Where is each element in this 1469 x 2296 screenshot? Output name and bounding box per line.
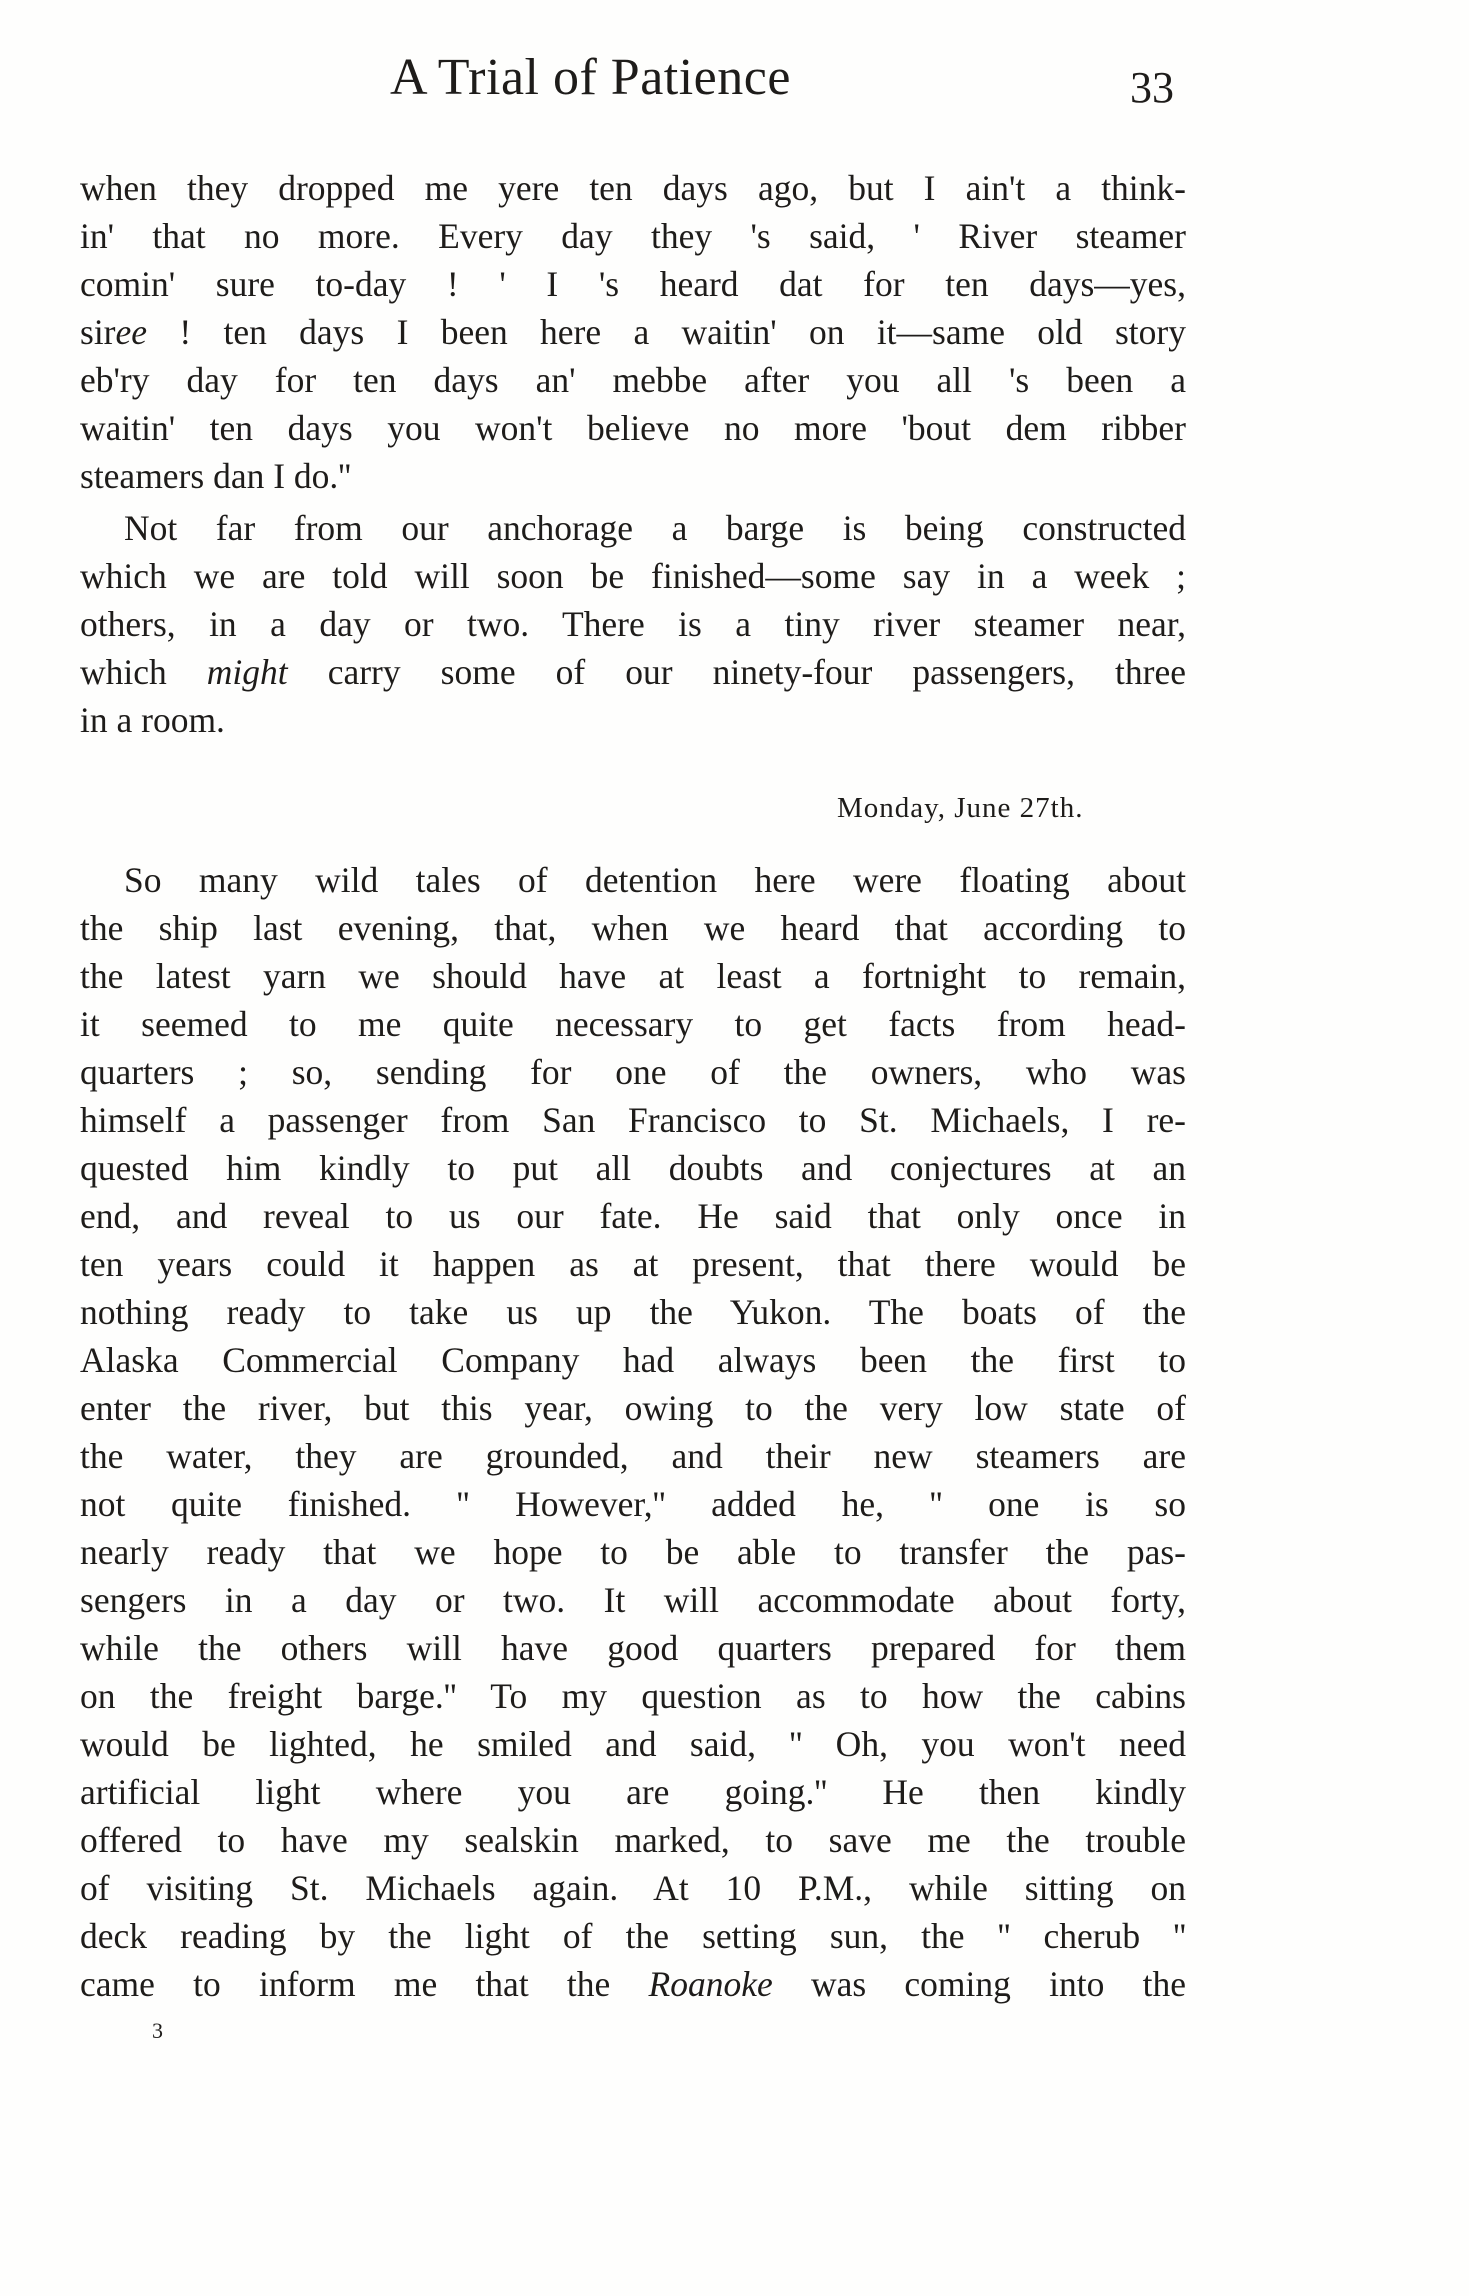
para3-line-16: sengers in a day or two. It will accommodate about forty,: [80, 1580, 1186, 1620]
signature-mark: 3: [152, 2018, 163, 2043]
para3-line-7: quested him kindly to put all doubts and conjectures at an: [80, 1148, 1186, 1188]
para3-line-20: artificial light where you are going.'' He then kindly: [80, 1772, 1186, 1812]
para3-line-1: So many wild tales of detention here were floating about: [124, 860, 1186, 900]
para3-line-4: it seemed to me quite necessary to get facts from head-: [80, 1004, 1186, 1044]
para3-line-22: of visiting St. Michaels again. At 10 P.M., while sitting on: [80, 1868, 1186, 1908]
para3-line-3: the latest yarn we should have at least a fortnight to remain,: [80, 956, 1186, 996]
para3-line-6: himself a passenger from San Francisco to St. Michaels, I re-: [80, 1100, 1186, 1140]
para3-line-13: the water, they are grounded, and their new steamers are: [80, 1436, 1186, 1476]
para1-line-5: eb'ry day for ten days an' mebbe after you all 's been a: [80, 360, 1186, 400]
para3-line-21: offered to have my sealskin marked, to save me the trouble: [80, 1820, 1186, 1860]
para3-line-19: would be lighted, he smiled and said, '' Oh, you won't need: [80, 1724, 1186, 1764]
para2-line-2: which we are told will soon be finished—some say in a week ;: [80, 556, 1186, 596]
para3-line-23: deck reading by the light of the setting sun, the '' cherub '': [80, 1916, 1186, 1956]
para2-line-4: which might carry some of our ninety-four passengers, three: [80, 652, 1186, 692]
para3-line-14: not quite finished. '' However,'' added he, '' one is so: [80, 1484, 1186, 1524]
page-number: 33: [1130, 63, 1174, 112]
running-title: A Trial of Patience: [390, 49, 791, 106]
para3-line-18: on the freight barge.'' To my question as to how the cabins: [80, 1676, 1186, 1716]
para2-line-5: in a room.: [80, 700, 225, 740]
para3-line-10: nothing ready to take us up the Yukon. The boats of the: [80, 1292, 1186, 1332]
dateline: Monday, June 27th.: [837, 792, 1084, 824]
para3-line-9: ten years could it happen as at present, that there would be: [80, 1244, 1186, 1284]
para3-line-5: quarters ; so, sending for one of the owners, who was: [80, 1052, 1186, 1092]
para1-line-3: comin' sure to-day ! ' I 's heard dat for ten days—yes,: [80, 264, 1186, 304]
para3-line-15: nearly ready that we hope to be able to transfer the pas-: [80, 1532, 1186, 1572]
para1-line-6: waitin' ten days you won't believe no more 'bout dem ribber: [80, 408, 1186, 448]
para2-line-1: Not far from our anchorage a barge is being constructed: [124, 508, 1186, 548]
para3-line-24: came to inform me that the Roanoke was coming into the: [80, 1964, 1186, 2004]
para1-line-7: steamers dan I do.'': [80, 456, 352, 496]
para3-line-11: Alaska Commercial Company had always been the first to: [80, 1340, 1186, 1380]
para1-line-1: when they dropped me yere ten days ago, but I ain't a think-: [80, 168, 1186, 208]
para2-line-3: others, in a day or two. There is a tiny river steamer near,: [80, 604, 1186, 644]
para3-line-2: the ship last evening, that, when we heard that according to: [80, 908, 1186, 948]
para3-line-12: enter the river, but this year, owing to the very low state of: [80, 1388, 1186, 1428]
para3-line-8: end, and reveal to us our fate. He said that only once in: [80, 1196, 1186, 1236]
para3-line-17: while the others will have good quarters prepared for them: [80, 1628, 1186, 1668]
para1-line-4: siree ! ten days I been here a waitin' on it—same old story: [80, 312, 1186, 352]
para1-line-2: in' that no more. Every day they 's said, ' River steamer: [80, 216, 1186, 256]
